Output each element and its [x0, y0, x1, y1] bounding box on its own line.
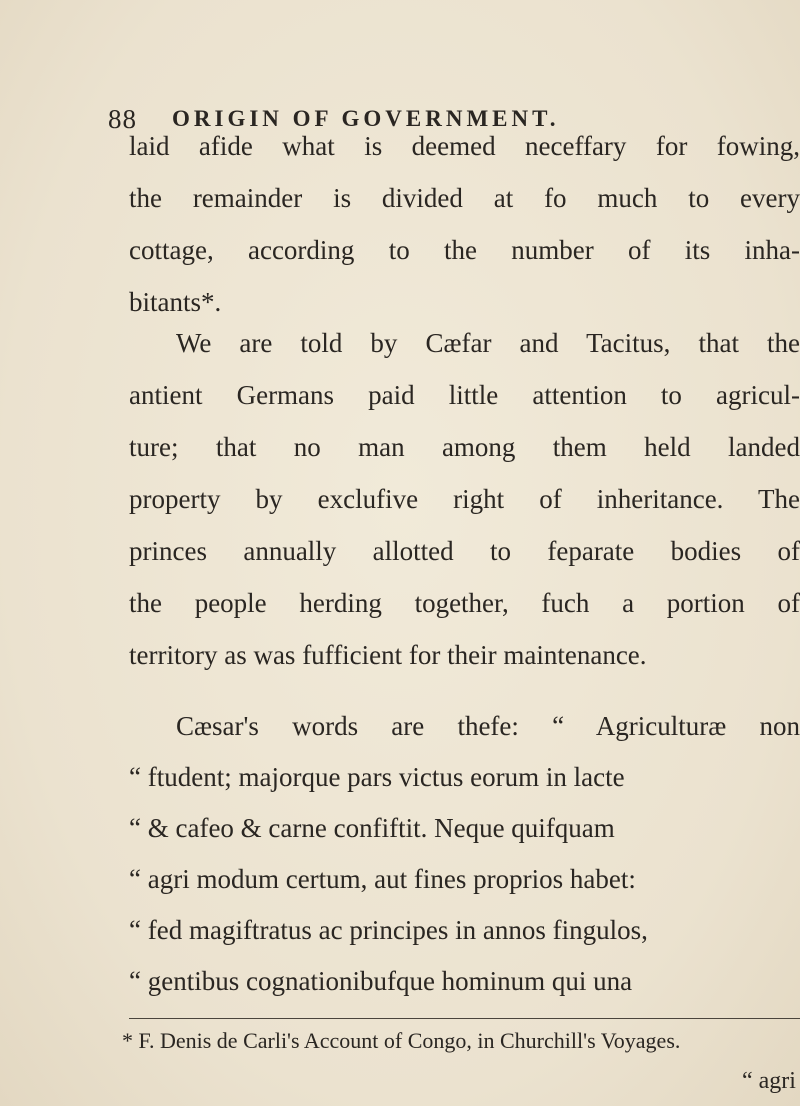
page-number: 88	[108, 104, 137, 134]
text-line: “ fed magiftratus ac principes in annos fingulos,	[129, 915, 648, 945]
running-title: ORIGIN OF GOVERNMENT.	[172, 106, 560, 131]
text-line: We are told by Cæfar and Tacitus, that the	[176, 328, 800, 358]
footnote-rule	[129, 1018, 800, 1019]
text-line: ture; that no man among them held landed	[129, 432, 800, 462]
text-line: cottage, according to the number of its inha-	[129, 235, 800, 265]
text-line: the people herding together, fuch a portion of	[129, 588, 800, 618]
text-line: laid afide what is deemed neceffary for fowing,	[129, 131, 800, 161]
text-line: antient Germans paid little attention to agricul-	[129, 380, 800, 410]
text-line: “ & cafeo & carne confiftit. Neque quifquam	[129, 813, 615, 843]
catchword: “ agri	[742, 1068, 796, 1094]
text-line: bitants*.	[129, 287, 222, 317]
text-line: “ gentibus cognationibufque hominum qui una	[129, 966, 633, 996]
text-line: “ ftudent; majorque pars victus eorum in lacte	[129, 762, 625, 792]
text-line: property by exclufive right of inheritance. The	[129, 484, 800, 514]
text-line: the remainder is divided at fo much to every	[129, 183, 800, 213]
text-line: territory as was fufficient for their maintenance.	[129, 640, 647, 670]
text-line: “ agri modum certum, aut fines proprios habet:	[129, 864, 636, 894]
text-line: princes annually allotted to feparate bodies of	[129, 536, 800, 566]
footnote: * F. Denis de Carli's Account of Congo, in Churchill's Voyages.	[122, 1028, 681, 1053]
text-line: Cæsar's words are thefe: “ Agriculturæ non	[176, 711, 800, 741]
